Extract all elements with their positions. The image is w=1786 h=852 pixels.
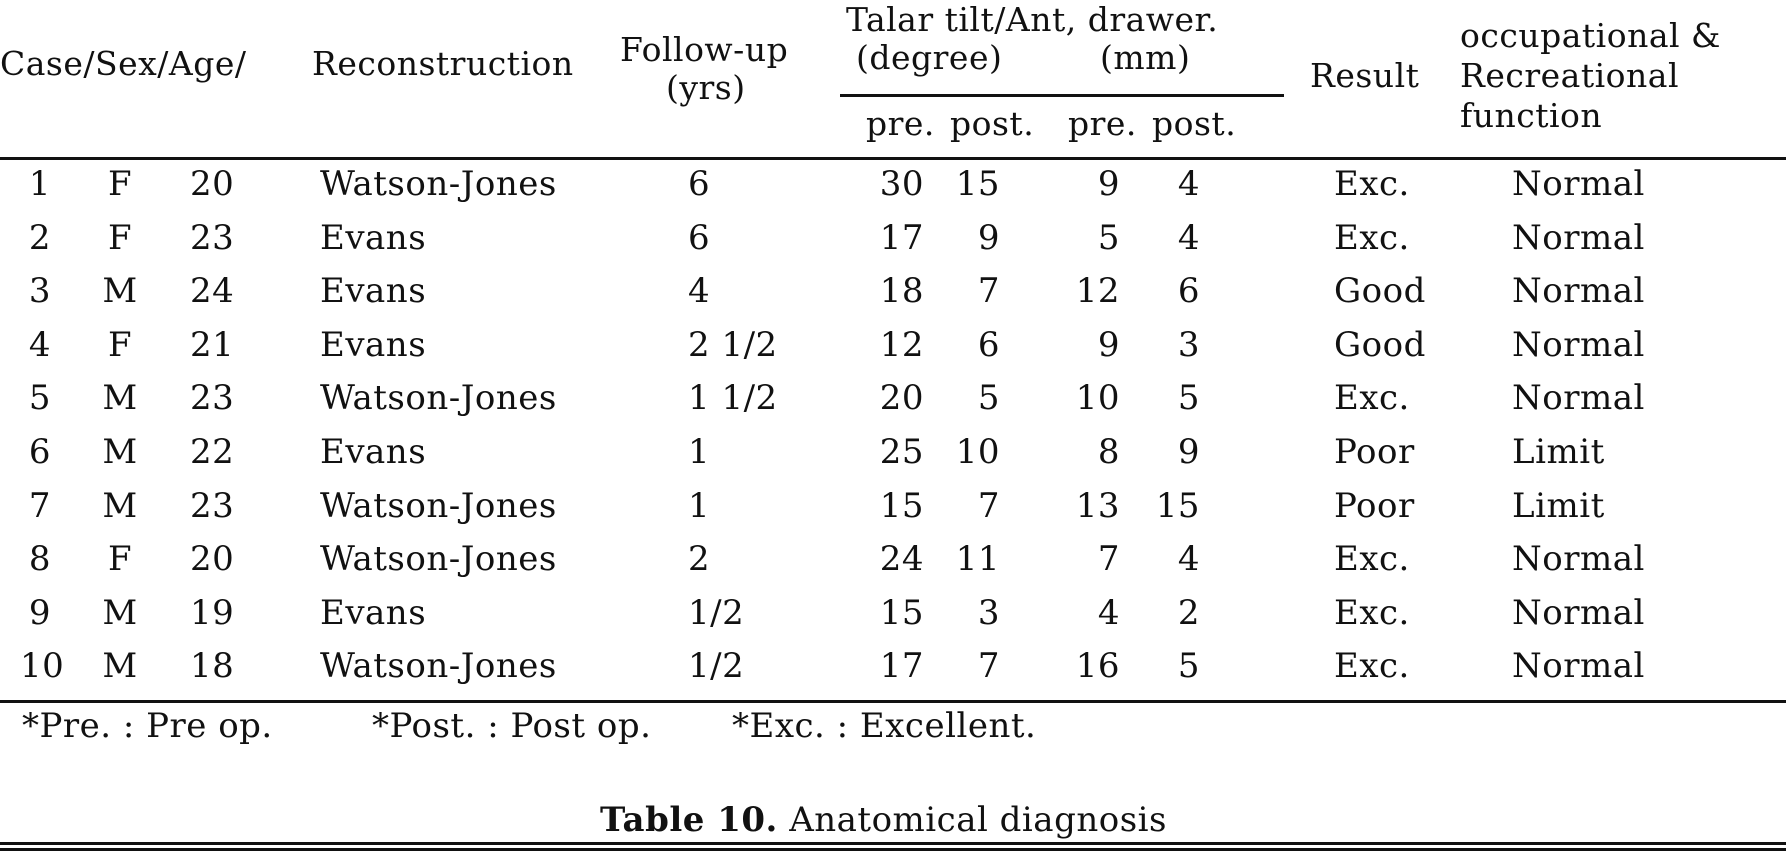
cell-age: 23 xyxy=(190,378,235,419)
header-talar-degree: (degree) xyxy=(856,38,1003,77)
caption-label: Table 10. xyxy=(600,800,778,840)
cell-case: 7 xyxy=(28,485,52,526)
cell-tilt-post: 9 xyxy=(977,217,1000,258)
header-talar-title: Talar tilt/Ant, drawer. xyxy=(846,0,1219,39)
cell-sex: F xyxy=(107,324,133,365)
header-reconstruction: Reconstruction xyxy=(312,44,574,83)
cell-case: 5 xyxy=(28,378,52,419)
cell-reconstruction: Watson-Jones xyxy=(320,378,557,419)
header-function-line3: function xyxy=(1460,96,1603,135)
footnote-post: *Post. : Post op. xyxy=(372,706,652,746)
cell-case: 4 xyxy=(28,324,52,365)
cell-drawer-pre: 8 xyxy=(1097,432,1120,472)
cell-result: Exc. xyxy=(1334,378,1410,419)
cell-drawer-post: 9 xyxy=(1177,432,1200,472)
page-bottom-rule-2 xyxy=(0,848,1786,851)
cell-tilt-pre: 15 xyxy=(879,592,924,633)
cell-tilt-post: 7 xyxy=(977,271,1000,312)
header-sub-pre-drawer: pre. xyxy=(1068,104,1137,143)
cell-sex: M xyxy=(102,485,138,526)
cell-drawer-post: 3 xyxy=(1177,324,1200,365)
cell-result: Poor xyxy=(1334,432,1415,472)
cell-tilt-post: 7 xyxy=(977,646,1000,687)
table-caption xyxy=(600,800,1167,840)
cell-follow-up: 6 xyxy=(688,164,711,204)
cell-function: Normal xyxy=(1512,324,1645,365)
cell-result: Exc. xyxy=(1334,217,1410,258)
header-sub-pre-tilt: pre. xyxy=(866,104,935,143)
cell-tilt-pre: 15 xyxy=(879,485,924,526)
cell-case: 1 xyxy=(28,164,52,204)
cell-follow-up: 1 xyxy=(688,485,711,526)
cell-drawer-pre: 7 xyxy=(1097,539,1120,580)
cell-case: 6 xyxy=(28,432,52,472)
header-follow-up-line2: (yrs) xyxy=(666,68,746,107)
cell-case: 3 xyxy=(28,271,52,312)
caption-text: Anatomical diagnosis xyxy=(777,800,1167,840)
cell-tilt-pre: 24 xyxy=(879,539,924,580)
cell-tilt-post: 15 xyxy=(955,164,1000,204)
cell-function: Limit xyxy=(1512,485,1605,526)
cell-drawer-post: 15 xyxy=(1155,485,1200,526)
cell-result: Poor xyxy=(1334,485,1415,526)
footnote-pre: *Pre. : Pre op. xyxy=(22,706,273,746)
cell-tilt-post: 5 xyxy=(977,378,1000,419)
cell-function: Normal xyxy=(1512,378,1645,419)
cell-age: 23 xyxy=(190,485,235,526)
cell-tilt-pre: 17 xyxy=(879,646,924,687)
page-bottom-rule-1 xyxy=(0,842,1786,845)
cell-sex: F xyxy=(107,539,133,580)
cell-age: 22 xyxy=(190,432,235,472)
cell-drawer-post: 4 xyxy=(1177,164,1200,204)
cell-reconstruction: Evans xyxy=(320,592,427,633)
cell-result: Exc. xyxy=(1334,646,1410,687)
talar-header-underline xyxy=(840,94,1284,97)
cell-sex: F xyxy=(107,164,133,204)
cell-tilt-pre: 18 xyxy=(879,271,924,312)
cell-tilt-pre: 20 xyxy=(879,378,924,419)
cell-case: 8 xyxy=(28,539,52,580)
header-talar-mm: (mm) xyxy=(1100,38,1191,77)
cell-age: 23 xyxy=(190,217,235,258)
cell-age: 20 xyxy=(190,539,235,580)
cell-follow-up: 2 1/2 xyxy=(688,324,778,365)
cell-sex: M xyxy=(102,646,138,687)
cell-drawer-post: 5 xyxy=(1177,646,1200,687)
cell-function: Normal xyxy=(1512,539,1645,580)
cell-function: Normal xyxy=(1512,271,1645,312)
cell-drawer-pre: 10 xyxy=(1075,378,1120,419)
cell-drawer-pre: 9 xyxy=(1097,324,1120,365)
cell-drawer-post: 6 xyxy=(1177,271,1200,312)
cell-sex: M xyxy=(102,378,138,419)
cell-age: 18 xyxy=(190,646,235,687)
cell-drawer-pre: 12 xyxy=(1075,271,1120,312)
cell-follow-up: 1/2 xyxy=(688,592,745,633)
cell-follow-up: 1 1/2 xyxy=(688,378,778,419)
cell-reconstruction: Evans xyxy=(320,432,427,472)
cell-tilt-pre: 30 xyxy=(879,164,924,204)
header-result: Result xyxy=(1310,56,1420,95)
header-case-sex-age: Case/Sex/Age/ xyxy=(0,44,247,83)
cell-drawer-post: 4 xyxy=(1177,539,1200,580)
cell-sex: F xyxy=(107,217,133,258)
cell-tilt-post: 11 xyxy=(955,539,1000,580)
header-function-line2: Recreational xyxy=(1460,56,1680,95)
cell-age: 20 xyxy=(190,164,235,204)
cell-function: Normal xyxy=(1512,164,1645,204)
cell-tilt-pre: 25 xyxy=(879,432,924,472)
cell-tilt-post: 3 xyxy=(977,592,1000,633)
cell-tilt-post: 10 xyxy=(955,432,1000,472)
cell-reconstruction: Watson-Jones xyxy=(320,485,557,526)
cell-result: Exc. xyxy=(1334,164,1410,204)
cell-follow-up: 1/2 xyxy=(688,646,745,687)
cell-function: Normal xyxy=(1512,646,1645,687)
cell-function: Normal xyxy=(1512,217,1645,258)
header-function-line1: occupational & xyxy=(1460,16,1721,55)
cell-function: Normal xyxy=(1512,592,1645,633)
cell-result: Good xyxy=(1334,271,1426,312)
header-bottom-rule xyxy=(0,157,1786,160)
cell-sex: M xyxy=(102,271,138,312)
cell-drawer-pre: 4 xyxy=(1097,592,1120,633)
cell-result: Good xyxy=(1334,324,1426,365)
cell-age: 19 xyxy=(190,592,235,633)
cell-follow-up: 6 xyxy=(688,217,711,258)
cell-follow-up: 2 xyxy=(688,539,711,580)
cell-drawer-pre: 5 xyxy=(1097,217,1120,258)
cell-sex: M xyxy=(102,592,138,633)
header-follow-up-line1: Follow-up xyxy=(620,30,789,69)
header-sub-post-tilt: post. xyxy=(950,104,1035,143)
cell-tilt-pre: 17 xyxy=(879,217,924,258)
cell-case: 9 xyxy=(28,592,52,633)
cell-follow-up: 1 xyxy=(688,432,711,472)
cell-drawer-pre: 16 xyxy=(1075,646,1120,687)
cell-drawer-pre: 13 xyxy=(1075,485,1120,526)
cell-case: 2 xyxy=(28,217,52,258)
cell-age: 21 xyxy=(190,324,235,365)
cell-reconstruction: Watson-Jones xyxy=(320,164,557,204)
cell-drawer-pre: 9 xyxy=(1097,164,1120,204)
cell-tilt-pre: 12 xyxy=(879,324,924,365)
cell-reconstruction: Watson-Jones xyxy=(320,646,557,687)
footnote-exc: *Exc. : Excellent. xyxy=(732,706,1037,746)
cell-follow-up: 4 xyxy=(688,271,711,312)
cell-reconstruction: Evans xyxy=(320,217,427,258)
cell-result: Exc. xyxy=(1334,539,1410,580)
cell-case: 10 xyxy=(20,646,65,687)
cell-age: 24 xyxy=(190,271,235,312)
cell-function: Limit xyxy=(1512,432,1605,472)
cell-drawer-post: 4 xyxy=(1177,217,1200,258)
cell-tilt-post: 7 xyxy=(977,485,1000,526)
table-bottom-rule xyxy=(0,700,1786,703)
cell-drawer-post: 2 xyxy=(1177,592,1200,633)
cell-reconstruction: Evans xyxy=(320,271,427,312)
cell-result: Exc. xyxy=(1334,592,1410,633)
cell-drawer-post: 5 xyxy=(1177,378,1200,419)
cell-sex: M xyxy=(102,432,138,472)
cell-reconstruction: Watson-Jones xyxy=(320,539,557,580)
cell-reconstruction: Evans xyxy=(320,324,427,365)
header-sub-post-drawer: post. xyxy=(1152,104,1237,143)
cell-tilt-post: 6 xyxy=(977,324,1000,365)
